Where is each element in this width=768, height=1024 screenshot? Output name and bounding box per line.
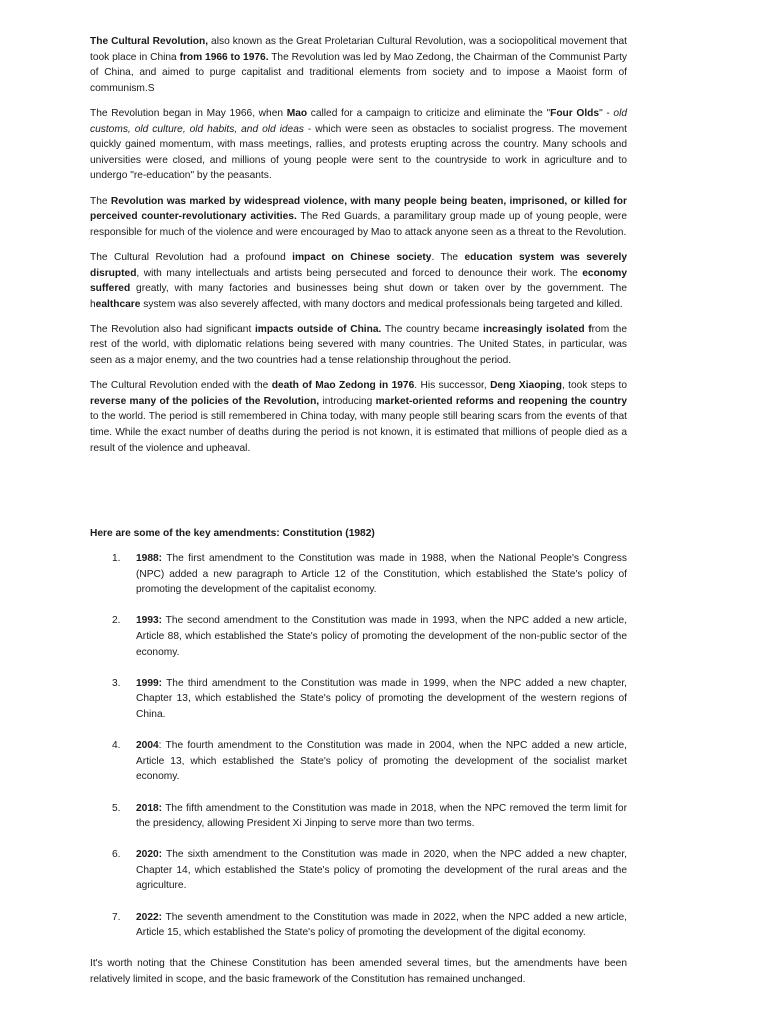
list-number: 7.	[112, 911, 121, 923]
list-number: 2.	[112, 615, 121, 627]
amendment-year: 2022:	[136, 911, 163, 923]
amendment-year: 2004	[136, 740, 159, 752]
list-item	[90, 676, 627, 723]
closing-paragraph: It's worth noting that the Chinese Constitution has been amended several times, but the amendments have been relatively limited in scope, and the basic framework of the Constitution has remained unchanged.	[90, 958, 627, 986]
amendment-text: The sixth amendment to the Constitution was made in 2020, when the NPC added a new chapter, Chapter 14, which established the State's policy of promoting the development of the rural areas and the agriculture.	[136, 849, 627, 892]
list-number: 6.	[112, 849, 121, 861]
list-item	[90, 613, 627, 660]
list-item	[90, 910, 627, 941]
amendments-list	[90, 551, 627, 941]
list-number: 3.	[112, 677, 121, 689]
list-item	[90, 551, 627, 598]
paragraph: The Revolution was marked by widespread violence, with many people being beaten, imprisoned, or killed for perceived counter-revolutionary activities. The Red Guards, a paramilitary group made up of young people, were responsible for much of the violence and were encouraged by Mao to attack anyone seen as a threat to the Revolution.	[90, 195, 627, 238]
amendment-year: 1999:	[136, 677, 163, 689]
amendment-year: 1993:	[136, 615, 163, 627]
list-item	[90, 801, 627, 832]
amendment-text: The second amendment to the Constitution was made in 1993, when the NPC added a new article, Article 88, which established the State's policy of promoting the development of the non-public sector of the economy.	[136, 615, 627, 658]
list-number: 4.	[112, 740, 121, 752]
paragraph: The Revolution began in May 1966, when Mao called for a campaign to criticize and eliminate the "Four Olds" - old customs, old culture, old habits, and old ideas - which were seen as obstacles to socialist progress. The movement quickly gained momentum, with mass meetings, rallies, and protests erupting across the country. Many schools and universities were closed, and millions of young people were sent to the countryside to work in agriculture and to undergo "re-education" by the peasants.	[90, 107, 628, 182]
document-page	[90, 34, 627, 997]
paragraph: The Cultural Revolution, also known as the Great Proletarian Cultural Revolution, was a sociopolitical movement that took place in China from 1966 to 1976. The Revolution was led by Mao Zedong, the Chairman of the Communist Party of China, and aimed to purge capitalist and traditional elements from society and to impose a Maoist form of communism.S	[90, 36, 628, 94]
amendment-text: The third amendment to the Constitution was made in 1999, when the NPC added a new chapter, Chapter 13, which established the State's policy of promoting the development of the western regions of China.	[136, 677, 627, 720]
section-gap	[90, 466, 627, 526]
amendment-text: : The fourth amendment to the Constitution was made in 2004, when the NPC added a new article, Article 13, which established the State's policy of promoting the development of the socialist market economy.	[136, 740, 627, 783]
amendments-heading: Here are some of the key amendments: Constitution (1982)	[90, 527, 375, 539]
paragraph: The Cultural Revolution had a profound impact on Chinese society. The education system was severely disrupted, with many intellectuals and artists being persecuted and forced to denounce their work. The economy suffered greatly, with many factories and businesses being shut down or taken over by the government. The healthcare system was also severely affected, with many doctors and medical professionals being targeted and killed.	[90, 251, 627, 310]
amendment-year: 2020:	[136, 849, 163, 861]
amendment-text: The fifth amendment to the Constitution was made in 2018, when the NPC removed the term limit for the presidency, allowing President Xi Jinping to serve more than two terms.	[136, 802, 627, 830]
list-number: 5.	[112, 802, 121, 814]
amendment-year: 1988:	[136, 553, 163, 564]
intro-section	[90, 34, 627, 456]
amendment-text: The seventh amendment to the Constitution was made in 2022, when the NPC added a new article, Article 15, which established the State's policy of promoting the development of the digital economy.	[136, 911, 627, 939]
amendments-section	[90, 526, 627, 988]
list-item	[90, 847, 627, 894]
paragraph: The Revolution also had significant impacts outside of China. The country became increasingly isolated from the rest of the world, with diplomatic relations being severed with many countries. The United States, in particular, was seen as a major enemy, and the two countries had a tense relationship throughout the period.	[90, 323, 627, 367]
amendment-text: The first amendment to the Constitution was made in 1988, when the National People's Congress (NPC) added a new paragraph to Article 12 of the Constitution, which established the State's policy of promoting the development of the capitalist economy.	[136, 553, 627, 596]
list-number: 1.	[112, 553, 121, 564]
amendment-year: 2018:	[136, 802, 163, 814]
paragraph: The Cultural Revolution ended with the death of Mao Zedong in 1976. His successor, Deng Xiaoping, took steps to reverse many of the policies of the Revolution, introducing market-oriented reforms and reopening the country to the world. The period is still remembered in China today, with many people still bearing scars from the events of that time. While the exact number of deaths during the period is not known, it is estimated that millions of people died as a result of the violence and upheaval.	[90, 380, 628, 454]
list-item	[90, 738, 627, 785]
